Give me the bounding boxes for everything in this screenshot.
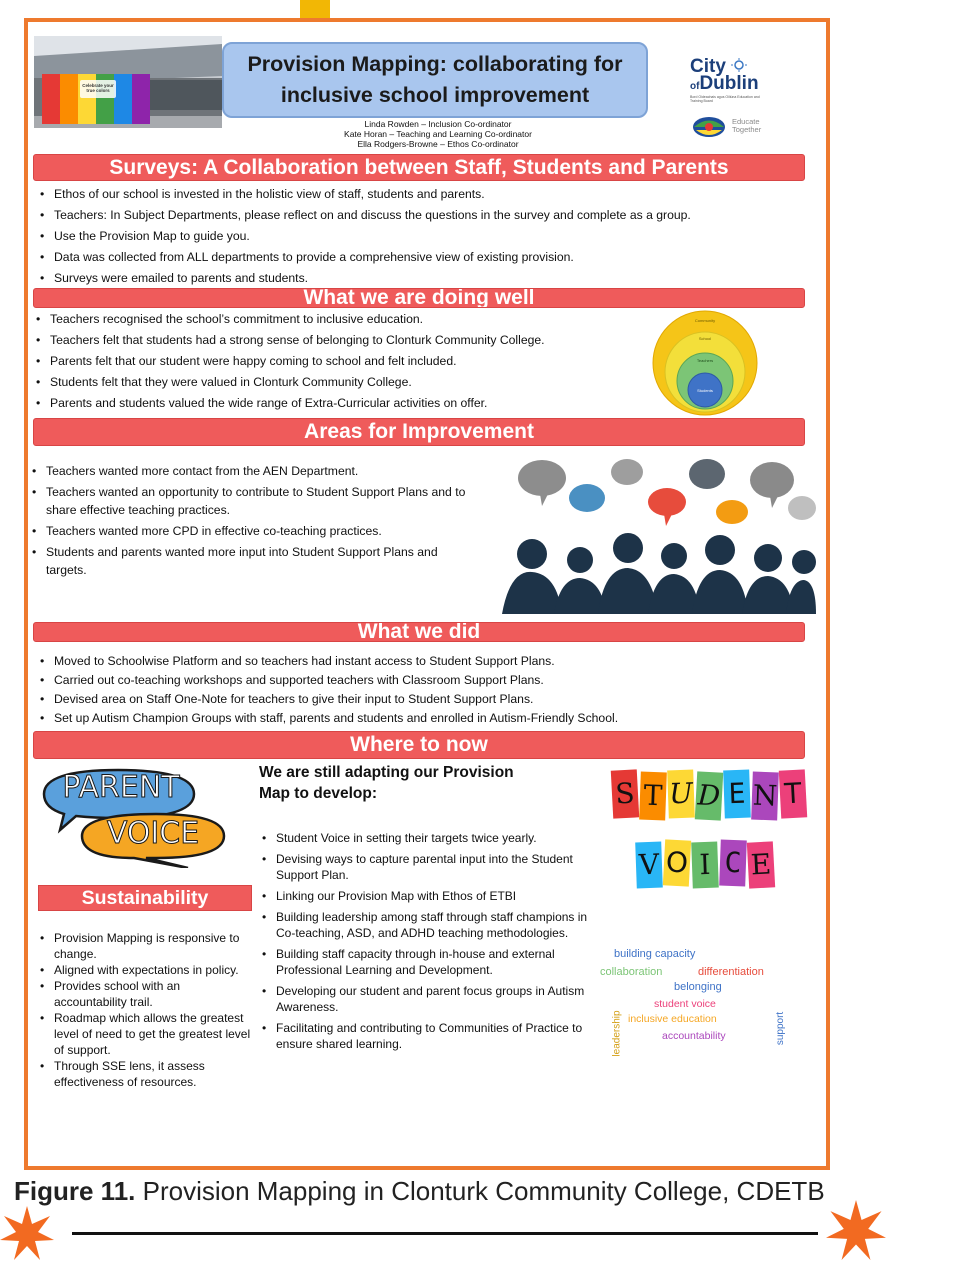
author-names <box>258 119 618 150</box>
list-item: • Teachers wanted more contact from the AEN Department. <box>30 462 478 480</box>
list-item: • Building staff capacity through in-house and external Professional Learning and Development. <box>260 946 590 978</box>
list-item: • Provides school with an accountability trail. <box>38 978 256 1010</box>
concentric-circles-diagram <box>652 310 758 416</box>
where-to-now-heading: Where to now <box>33 731 805 759</box>
word-inclusive-education: inclusive education <box>628 1013 717 1025</box>
list-item: • Devised area on Staff One-Note for teachers to give their input to Student Support Plans. <box>38 690 808 709</box>
word-leadership: leadership <box>611 1010 623 1057</box>
sticky-letter: T <box>639 772 667 821</box>
surveys-heading: Surveys: A Collaboration between Staff, Students and Parents <box>33 154 805 181</box>
figure-caption-text: Provision Mapping in Clonturk Community College, CDETB <box>135 1176 825 1206</box>
logo-city-word: City <box>690 56 726 77</box>
list-item: • Facilitating and contributing to Communities of Practice to ensure shared learning. <box>260 1020 590 1052</box>
list-item: • Surveys were emailed to parents and students. <box>38 268 808 289</box>
word-collaboration: collaboration <box>600 966 663 978</box>
list-item: • Parents felt that our student were happy coming to school and felt included. <box>34 351 644 372</box>
where-list <box>260 830 590 1052</box>
voice-text: VOICE <box>106 816 200 851</box>
school-photo <box>34 36 222 128</box>
logo-small-text: Bord Oideachais agus Oiliúna Education and Training Board <box>690 95 760 103</box>
educate-together-logo <box>692 116 762 143</box>
list-item: • Teachers recognised the school’s commitment to inclusive education. <box>34 309 644 330</box>
sticky-letter: N <box>751 772 779 821</box>
list-item: • Use the Provision Map to guide you. <box>38 226 808 247</box>
star-burst-icon <box>0 1206 54 1260</box>
list-item: • Students felt that they were valued in Clonturk Community College. <box>34 372 644 393</box>
people-speech-bubbles-image <box>502 450 816 614</box>
logo-dublin-word: Dublin <box>699 73 759 94</box>
list-item: • Teachers: In Subject Departments, please reflect on and discuss the questions in the survey and complete as a group. <box>38 205 808 226</box>
student-sticky-notes <box>612 770 812 830</box>
word-accountability: accountability <box>662 1030 726 1042</box>
star-burst-icon <box>826 1200 886 1260</box>
list-item: • Carried out co-teaching workshops and supported teachers with Classroom Support Plans. <box>38 671 808 690</box>
logo-together-text: Together <box>732 125 762 134</box>
circle-label-school: School <box>698 336 712 341</box>
where-intro-line-2: Map to develop: <box>259 785 377 802</box>
circle-label-community: Community <box>694 318 716 323</box>
word-student-voice: student voice <box>654 998 716 1010</box>
list-item: • Students and parents wanted more input into Student Support Plans and targets. <box>30 543 478 579</box>
sun-icon <box>731 58 747 72</box>
photo-banner-text: Celebrate your true colors <box>82 83 114 93</box>
surveys-list <box>38 184 808 289</box>
what-we-did-heading: What we did <box>33 622 805 642</box>
list-item: • Set up Autism Champion Groups with staff, parents and students and enrolled in Autism-Friendly School. <box>38 709 808 728</box>
where-intro <box>259 762 579 804</box>
sticky-letter: E <box>747 841 775 888</box>
sticky-letter: D <box>695 771 723 820</box>
list-item: • Provision Mapping is responsive to change. <box>38 930 256 962</box>
title-line-2: inclusive school improvement <box>280 83 590 107</box>
logo-of-word: of <box>690 81 700 92</box>
list-item: • Devising ways to capture parental input into the Student Support Plan. <box>260 851 590 883</box>
list-item: • Student Voice in setting their targets twice yearly. <box>260 830 590 846</box>
list-item: • Aligned with expectations in policy. <box>38 962 256 978</box>
sticky-letter: U <box>667 770 695 819</box>
list-item: • Developing our student and parent focus groups in Autism Awareness. <box>260 983 590 1015</box>
poster <box>24 18 830 1170</box>
sticky-letter: V <box>635 842 663 889</box>
circle-label-teachers: Teachers <box>696 358 714 363</box>
sticky-letter: S <box>611 769 639 818</box>
improvement-list <box>30 462 478 579</box>
improvement-heading: Areas for Improvement <box>33 418 805 446</box>
list-item: • Teachers wanted an opportunity to contribute to Student Support Plans and to share effective teaching practices. <box>30 483 478 519</box>
list-item: • Teachers wanted more CPD in effective co-teaching practices. <box>30 522 478 540</box>
sticky-letter: T <box>779 769 807 818</box>
list-item: • Ethos of our school is invested in the holistic view of staff, students and parents. <box>38 184 808 205</box>
sticky-letter: C <box>719 840 747 887</box>
circle-label-students: Students <box>697 388 713 393</box>
voice-sticky-notes <box>636 840 786 896</box>
sticky-letter: O <box>663 839 691 886</box>
logo-educate-text: Educate <box>732 117 760 126</box>
sustainability-list <box>38 930 256 1090</box>
poster-title <box>222 42 648 118</box>
word-differentiation: differentiation <box>698 966 764 978</box>
sticky-letter: I <box>691 842 719 889</box>
figure-caption <box>14 1176 825 1207</box>
title-line-1: Provision Mapping: collaborating for <box>247 52 623 76</box>
list-item: • Data was collected from ALL departments to provide a comprehensive view of existing provision. <box>38 247 808 268</box>
author-1: Linda Rowden – Inclusion Co-ordinator <box>364 119 512 129</box>
word-support: support <box>775 1011 787 1046</box>
list-item: • Linking our Provision Map with Ethos of ETBI <box>260 888 590 904</box>
word-cloud <box>600 948 814 1058</box>
list-item: • Through SSE lens, it assess effectiveness of resources. <box>38 1058 256 1090</box>
list-item: • Parents and students valued the wide range of Extra-Curricular activities on offer. <box>34 393 644 414</box>
author-3: Ella Rodgers-Browne – Ethos Co-ordinator <box>357 139 519 150</box>
list-item: • Roadmap which allows the greatest level of need to get the greatest level of support. <box>38 1010 256 1058</box>
educate-together-icon <box>692 116 726 138</box>
parent-text: PARENT <box>62 770 180 805</box>
school-building-image <box>34 36 222 128</box>
sustainability-heading: Sustainability <box>38 885 252 911</box>
doing-well-heading: What we are doing well <box>33 288 805 308</box>
city-of-dublin-logo <box>690 58 780 103</box>
list-item: • Teachers felt that students had a strong sense of belonging to Clonturk Community College. <box>34 330 644 351</box>
what-we-did-list <box>38 652 808 728</box>
list-item: • Building leadership among staff through staff champions in Co-teaching, ASD, and ADHD teaching methodologies. <box>260 909 590 941</box>
author-2: Kate Horan – Teaching and Learning Co-ordinator <box>344 129 532 140</box>
sticky-letter: E <box>723 770 751 819</box>
divider-line <box>72 1232 818 1235</box>
list-item: • Moved to Schoolwise Platform and so teachers had instant access to Student Support Plans. <box>38 652 808 671</box>
figure-label: Figure 11. <box>14 1176 136 1206</box>
where-intro-line-1: We are still adapting our Provision <box>259 764 514 781</box>
doing-well-list <box>34 309 644 414</box>
word-belonging: belonging <box>674 981 722 993</box>
word-building-capacity: building capacity <box>614 948 696 960</box>
